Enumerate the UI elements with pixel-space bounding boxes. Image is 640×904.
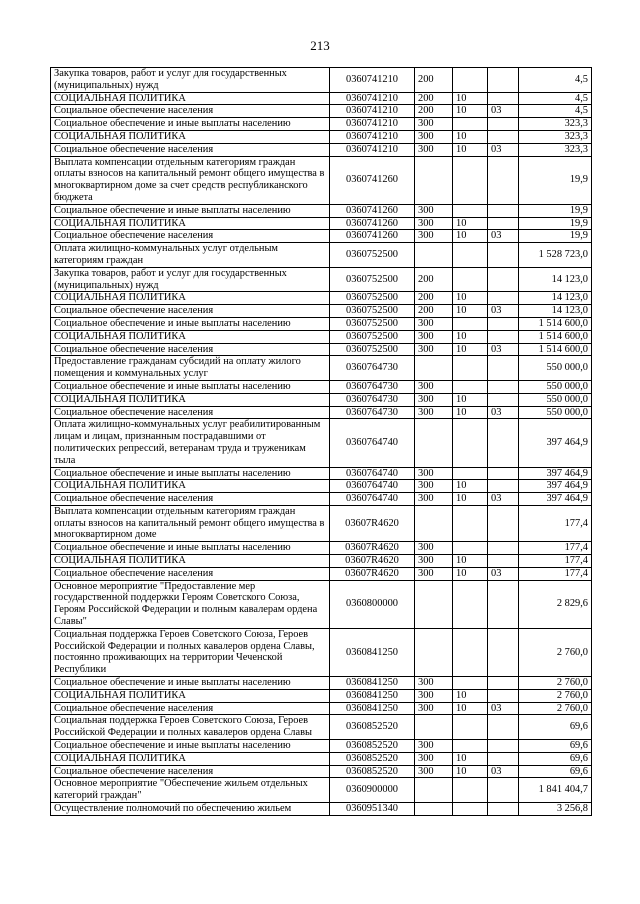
row-amount-cell: 550 000,0 bbox=[519, 406, 592, 419]
row-name-cell: СОЦИАЛЬНАЯ ПОЛИТИКА bbox=[51, 480, 330, 493]
row-subsection-cell bbox=[488, 130, 519, 143]
row-name-cell: Социальное обеспечение и иные выплаты населению bbox=[51, 677, 330, 690]
row-section-cell: 10 bbox=[453, 393, 488, 406]
row-name-cell: Социальное обеспечение населения bbox=[51, 143, 330, 156]
row-subsection-cell bbox=[488, 317, 519, 330]
row-name-cell: Социальное обеспечение населения bbox=[51, 702, 330, 715]
row-name-cell: Социальное обеспечение и иные выплаты населению bbox=[51, 204, 330, 217]
row-section-cell: 10 bbox=[453, 555, 488, 568]
row-amount-cell: 323,3 bbox=[519, 118, 592, 131]
row-code-cell: 0360764740 bbox=[330, 467, 415, 480]
row-name-cell: СОЦИАЛЬНАЯ ПОЛИТИКА bbox=[51, 752, 330, 765]
row-subsection-cell bbox=[488, 393, 519, 406]
table-row bbox=[51, 765, 592, 778]
table-row bbox=[51, 118, 592, 131]
row-expense-type-cell bbox=[415, 803, 453, 816]
row-expense-type-cell: 300 bbox=[415, 493, 453, 506]
row-expense-type-cell: 300 bbox=[415, 393, 453, 406]
row-code-cell: 0360900000 bbox=[330, 778, 415, 803]
budget-table bbox=[50, 67, 592, 816]
row-code-cell: 0360951340 bbox=[330, 803, 415, 816]
row-amount-cell: 397 464,9 bbox=[519, 480, 592, 493]
table-row bbox=[51, 493, 592, 506]
table-row bbox=[51, 105, 592, 118]
row-section-cell: 10 bbox=[453, 480, 488, 493]
row-subsection-cell: 03 bbox=[488, 305, 519, 318]
table-row bbox=[51, 419, 592, 467]
row-code-cell: 0360752500 bbox=[330, 330, 415, 343]
row-code-cell: 0360741210 bbox=[330, 143, 415, 156]
row-amount-cell: 14 123,0 bbox=[519, 292, 592, 305]
row-name-cell: Оплата жилищно-коммунальных услуг реабилитированным лицам и лицам, признанным пострадавшими от политических репрессий, ветеранам труда и труженикам тыла bbox=[51, 419, 330, 467]
row-expense-type-cell: 300 bbox=[415, 480, 453, 493]
row-expense-type-cell: 300 bbox=[415, 702, 453, 715]
row-subsection-cell bbox=[488, 555, 519, 568]
table-row bbox=[51, 217, 592, 230]
row-section-cell bbox=[453, 356, 488, 381]
row-amount-cell: 19,9 bbox=[519, 230, 592, 243]
row-subsection-cell bbox=[488, 356, 519, 381]
row-name-cell: Социальное обеспечение населения bbox=[51, 765, 330, 778]
row-name-cell: Закупка товаров, работ и услуг для государственных (муниципальных) нужд bbox=[51, 68, 330, 93]
row-expense-type-cell: 200 bbox=[415, 68, 453, 93]
row-expense-type-cell: 300 bbox=[415, 555, 453, 568]
row-amount-cell: 177,4 bbox=[519, 555, 592, 568]
row-code-cell: 0360800000 bbox=[330, 580, 415, 628]
table-row bbox=[51, 380, 592, 393]
row-subsection-cell bbox=[488, 580, 519, 628]
row-subsection-cell: 03 bbox=[488, 105, 519, 118]
row-section-cell bbox=[453, 778, 488, 803]
row-section-cell bbox=[453, 419, 488, 467]
row-code-cell: 0360841250 bbox=[330, 628, 415, 676]
row-section-cell bbox=[453, 803, 488, 816]
row-name-cell: Социальное обеспечение и иные выплаты населению bbox=[51, 740, 330, 753]
row-subsection-cell bbox=[488, 243, 519, 268]
row-amount-cell: 2 760,0 bbox=[519, 628, 592, 676]
row-expense-type-cell: 300 bbox=[415, 130, 453, 143]
row-expense-type-cell: 300 bbox=[415, 204, 453, 217]
row-code-cell: 0360852520 bbox=[330, 715, 415, 740]
row-code-cell: 0360741210 bbox=[330, 130, 415, 143]
row-amount-cell: 2 760,0 bbox=[519, 702, 592, 715]
row-subsection-cell: 03 bbox=[488, 493, 519, 506]
table-row bbox=[51, 542, 592, 555]
row-amount-cell: 1 528 723,0 bbox=[519, 243, 592, 268]
row-section-cell bbox=[453, 467, 488, 480]
row-amount-cell: 177,4 bbox=[519, 542, 592, 555]
row-name-cell: СОЦИАЛЬНАЯ ПОЛИТИКА bbox=[51, 330, 330, 343]
row-amount-cell: 69,6 bbox=[519, 740, 592, 753]
table-row bbox=[51, 204, 592, 217]
table-row bbox=[51, 702, 592, 715]
row-expense-type-cell: 200 bbox=[415, 305, 453, 318]
row-code-cell: 03607R4620 bbox=[330, 505, 415, 541]
table-row bbox=[51, 292, 592, 305]
row-amount-cell: 550 000,0 bbox=[519, 356, 592, 381]
row-section-cell: 10 bbox=[453, 143, 488, 156]
row-code-cell: 0360752500 bbox=[330, 305, 415, 318]
table-row bbox=[51, 778, 592, 803]
row-code-cell: 0360764730 bbox=[330, 393, 415, 406]
row-expense-type-cell bbox=[415, 156, 453, 204]
table-row bbox=[51, 243, 592, 268]
row-section-cell bbox=[453, 740, 488, 753]
row-subsection-cell bbox=[488, 204, 519, 217]
row-name-cell: Социальная поддержка Героев Советского Союза, Героев Российской Федерации и полных кавалеров ордена Славы bbox=[51, 715, 330, 740]
row-expense-type-cell: 300 bbox=[415, 317, 453, 330]
row-code-cell: 0360741210 bbox=[330, 92, 415, 105]
row-name-cell: Закупка товаров, работ и услуг для государственных (муниципальных) нужд bbox=[51, 267, 330, 292]
table-row bbox=[51, 330, 592, 343]
row-expense-type-cell: 300 bbox=[415, 143, 453, 156]
row-section-cell bbox=[453, 380, 488, 393]
row-section-cell: 10 bbox=[453, 130, 488, 143]
row-subsection-cell: 03 bbox=[488, 406, 519, 419]
row-amount-cell: 1 514 600,0 bbox=[519, 330, 592, 343]
row-amount-cell: 177,4 bbox=[519, 567, 592, 580]
table-row bbox=[51, 752, 592, 765]
row-subsection-cell bbox=[488, 292, 519, 305]
row-section-cell bbox=[453, 204, 488, 217]
row-name-cell: СОЦИАЛЬНАЯ ПОЛИТИКА bbox=[51, 555, 330, 568]
row-section-cell bbox=[453, 267, 488, 292]
row-subsection-cell bbox=[488, 752, 519, 765]
row-subsection-cell: 03 bbox=[488, 702, 519, 715]
row-section-cell bbox=[453, 505, 488, 541]
row-subsection-cell: 03 bbox=[488, 143, 519, 156]
row-subsection-cell bbox=[488, 118, 519, 131]
row-code-cell: 0360764740 bbox=[330, 419, 415, 467]
row-code-cell: 0360764730 bbox=[330, 406, 415, 419]
row-expense-type-cell bbox=[415, 715, 453, 740]
row-expense-type-cell: 300 bbox=[415, 380, 453, 393]
table-row bbox=[51, 628, 592, 676]
row-amount-cell: 1 514 600,0 bbox=[519, 317, 592, 330]
row-expense-type-cell: 300 bbox=[415, 752, 453, 765]
row-section-cell: 10 bbox=[453, 752, 488, 765]
row-amount-cell: 323,3 bbox=[519, 130, 592, 143]
row-section-cell bbox=[453, 580, 488, 628]
row-subsection-cell bbox=[488, 267, 519, 292]
row-code-cell: 0360841250 bbox=[330, 702, 415, 715]
row-code-cell: 0360752500 bbox=[330, 292, 415, 305]
row-expense-type-cell bbox=[415, 505, 453, 541]
row-subsection-cell bbox=[488, 330, 519, 343]
row-code-cell: 0360852520 bbox=[330, 752, 415, 765]
table-row bbox=[51, 230, 592, 243]
table-row bbox=[51, 393, 592, 406]
row-expense-type-cell bbox=[415, 628, 453, 676]
row-subsection-cell bbox=[488, 68, 519, 93]
row-subsection-cell: 03 bbox=[488, 765, 519, 778]
row-name-cell: Социальное обеспечение и иные выплаты населению bbox=[51, 467, 330, 480]
row-name-cell: СОЦИАЛЬНАЯ ПОЛИТИКА bbox=[51, 92, 330, 105]
row-subsection-cell bbox=[488, 715, 519, 740]
row-code-cell: 0360764740 bbox=[330, 493, 415, 506]
row-section-cell bbox=[453, 628, 488, 676]
row-expense-type-cell: 300 bbox=[415, 677, 453, 690]
row-subsection-cell bbox=[488, 628, 519, 676]
row-code-cell: 0360852520 bbox=[330, 765, 415, 778]
table-row bbox=[51, 343, 592, 356]
table-row bbox=[51, 356, 592, 381]
row-expense-type-cell bbox=[415, 580, 453, 628]
row-amount-cell: 69,6 bbox=[519, 715, 592, 740]
row-code-cell: 0360841250 bbox=[330, 677, 415, 690]
row-name-cell: Основное мероприятие "Обеспечение жильем отдельных категорий граждан" bbox=[51, 778, 330, 803]
row-code-cell: 0360752500 bbox=[330, 243, 415, 268]
row-amount-cell: 323,3 bbox=[519, 143, 592, 156]
row-section-cell bbox=[453, 542, 488, 555]
row-subsection-cell bbox=[488, 740, 519, 753]
row-section-cell: 10 bbox=[453, 92, 488, 105]
row-expense-type-cell: 300 bbox=[415, 467, 453, 480]
row-expense-type-cell: 300 bbox=[415, 567, 453, 580]
row-section-cell: 10 bbox=[453, 105, 488, 118]
row-code-cell: 0360852520 bbox=[330, 740, 415, 753]
row-amount-cell: 2 760,0 bbox=[519, 677, 592, 690]
table-row bbox=[51, 92, 592, 105]
row-expense-type-cell: 300 bbox=[415, 118, 453, 131]
row-code-cell: 0360741210 bbox=[330, 118, 415, 131]
row-name-cell: Осуществление полномочий по обеспечению жильем bbox=[51, 803, 330, 816]
row-section-cell: 10 bbox=[453, 305, 488, 318]
row-amount-cell: 550 000,0 bbox=[519, 393, 592, 406]
table-row bbox=[51, 406, 592, 419]
table-row bbox=[51, 267, 592, 292]
row-expense-type-cell: 300 bbox=[415, 406, 453, 419]
row-code-cell: 0360752500 bbox=[330, 343, 415, 356]
row-code-cell: 0360741210 bbox=[330, 68, 415, 93]
row-expense-type-cell: 300 bbox=[415, 217, 453, 230]
row-amount-cell: 1 841 404,7 bbox=[519, 778, 592, 803]
row-code-cell: 0360752500 bbox=[330, 317, 415, 330]
row-amount-cell: 4,5 bbox=[519, 68, 592, 93]
row-amount-cell: 14 123,0 bbox=[519, 267, 592, 292]
row-expense-type-cell: 300 bbox=[415, 330, 453, 343]
table-row bbox=[51, 677, 592, 690]
row-code-cell: 0360764730 bbox=[330, 356, 415, 381]
row-code-cell: 0360741260 bbox=[330, 230, 415, 243]
row-amount-cell: 19,9 bbox=[519, 156, 592, 204]
row-code-cell: 0360764730 bbox=[330, 380, 415, 393]
row-expense-type-cell: 200 bbox=[415, 292, 453, 305]
row-name-cell: Предоставление гражданам субсидий на оплату жилого помещения и коммунальных услуг bbox=[51, 356, 330, 381]
row-name-cell: СОЦИАЛЬНАЯ ПОЛИТИКА bbox=[51, 130, 330, 143]
row-code-cell: 0360741210 bbox=[330, 105, 415, 118]
table-row bbox=[51, 715, 592, 740]
row-expense-type-cell: 300 bbox=[415, 343, 453, 356]
row-subsection-cell bbox=[488, 419, 519, 467]
table-row bbox=[51, 505, 592, 541]
table-row bbox=[51, 480, 592, 493]
row-subsection-cell bbox=[488, 380, 519, 393]
row-expense-type-cell bbox=[415, 419, 453, 467]
row-amount-cell: 19,9 bbox=[519, 204, 592, 217]
row-expense-type-cell: 300 bbox=[415, 230, 453, 243]
row-section-cell: 10 bbox=[453, 702, 488, 715]
row-section-cell: 10 bbox=[453, 493, 488, 506]
row-subsection-cell: 03 bbox=[488, 343, 519, 356]
row-code-cell: 0360741260 bbox=[330, 217, 415, 230]
row-section-cell: 10 bbox=[453, 217, 488, 230]
row-subsection-cell bbox=[488, 778, 519, 803]
row-amount-cell: 4,5 bbox=[519, 105, 592, 118]
row-amount-cell: 2 829,6 bbox=[519, 580, 592, 628]
row-expense-type-cell: 300 bbox=[415, 689, 453, 702]
row-section-cell bbox=[453, 243, 488, 268]
row-code-cell: 03607R4620 bbox=[330, 555, 415, 568]
row-amount-cell: 3 256,8 bbox=[519, 803, 592, 816]
table-row bbox=[51, 305, 592, 318]
row-code-cell: 03607R4620 bbox=[330, 567, 415, 580]
row-section-cell bbox=[453, 677, 488, 690]
row-section-cell bbox=[453, 156, 488, 204]
row-subsection-cell: 03 bbox=[488, 230, 519, 243]
row-code-cell: 0360841250 bbox=[330, 689, 415, 702]
row-name-cell: Социальное обеспечение населения bbox=[51, 105, 330, 118]
table-row bbox=[51, 803, 592, 816]
row-name-cell: СОЦИАЛЬНАЯ ПОЛИТИКА bbox=[51, 217, 330, 230]
row-name-cell: Социальное обеспечение населения bbox=[51, 567, 330, 580]
row-expense-type-cell: 300 bbox=[415, 542, 453, 555]
row-name-cell: Социальная поддержка Героев Советского Союза, Героев Российской Федерации и полных кавалеров ордена Славы, постоянно проживающих на территории Чеченской Республики bbox=[51, 628, 330, 676]
table-row bbox=[51, 567, 592, 580]
row-name-cell: Социальное обеспечение населения bbox=[51, 230, 330, 243]
row-code-cell: 03607R4620 bbox=[330, 542, 415, 555]
row-name-cell: Социальное обеспечение населения bbox=[51, 406, 330, 419]
row-section-cell: 10 bbox=[453, 567, 488, 580]
row-subsection-cell bbox=[488, 92, 519, 105]
row-code-cell: 0360741260 bbox=[330, 156, 415, 204]
row-section-cell: 10 bbox=[453, 765, 488, 778]
table-row bbox=[51, 580, 592, 628]
row-subsection-cell bbox=[488, 156, 519, 204]
row-subsection-cell bbox=[488, 542, 519, 555]
row-name-cell: Социальное обеспечение и иные выплаты населению bbox=[51, 380, 330, 393]
table-row bbox=[51, 130, 592, 143]
row-amount-cell: 177,4 bbox=[519, 505, 592, 541]
row-amount-cell: 69,6 bbox=[519, 765, 592, 778]
row-name-cell: Социальное обеспечение населения bbox=[51, 493, 330, 506]
table-row bbox=[51, 467, 592, 480]
row-expense-type-cell bbox=[415, 356, 453, 381]
table-row bbox=[51, 143, 592, 156]
row-name-cell: Основное мероприятие "Предоставление мер государственной поддержки Героям Советского Союза, Героям Российской Федерации и полным кавалерам ордена Славы" bbox=[51, 580, 330, 628]
row-section-cell: 10 bbox=[453, 406, 488, 419]
row-name-cell: СОЦИАЛЬНАЯ ПОЛИТИКА bbox=[51, 689, 330, 702]
row-subsection-cell bbox=[488, 217, 519, 230]
row-amount-cell: 19,9 bbox=[519, 217, 592, 230]
row-code-cell: 0360741260 bbox=[330, 204, 415, 217]
page-number: 213 bbox=[310, 38, 330, 53]
row-section-cell: 10 bbox=[453, 292, 488, 305]
row-subsection-cell bbox=[488, 803, 519, 816]
row-name-cell: Социальное обеспечение и иные выплаты населению bbox=[51, 317, 330, 330]
row-amount-cell: 14 123,0 bbox=[519, 305, 592, 318]
row-expense-type-cell bbox=[415, 243, 453, 268]
row-name-cell: Социальное обеспечение и иные выплаты населению bbox=[51, 118, 330, 131]
row-amount-cell: 397 464,9 bbox=[519, 493, 592, 506]
table-row bbox=[51, 317, 592, 330]
budget-table-body bbox=[51, 68, 592, 816]
row-section-cell bbox=[453, 715, 488, 740]
row-name-cell: СОЦИАЛЬНАЯ ПОЛИТИКА bbox=[51, 292, 330, 305]
row-expense-type-cell: 300 bbox=[415, 740, 453, 753]
row-name-cell: Выплата компенсации отдельным категориям граждан оплаты взносов на капитальный ремонт общего имущества в многоквартирном доме за счет средств республиканского бюджета bbox=[51, 156, 330, 204]
row-name-cell: Социальное обеспечение и иные выплаты населению bbox=[51, 542, 330, 555]
row-code-cell: 0360764740 bbox=[330, 480, 415, 493]
row-section-cell: 10 bbox=[453, 330, 488, 343]
row-subsection-cell bbox=[488, 505, 519, 541]
row-amount-cell: 1 514 600,0 bbox=[519, 343, 592, 356]
row-amount-cell: 550 000,0 bbox=[519, 380, 592, 393]
row-amount-cell: 397 464,9 bbox=[519, 419, 592, 467]
row-subsection-cell: 03 bbox=[488, 567, 519, 580]
row-section-cell: 10 bbox=[453, 343, 488, 356]
row-name-cell: СОЦИАЛЬНАЯ ПОЛИТИКА bbox=[51, 393, 330, 406]
row-name-cell: Выплата компенсации отдельным категориям граждан оплаты взносов на капитальный ремонт общего имущества в многоквартирном доме bbox=[51, 505, 330, 541]
row-section-cell bbox=[453, 317, 488, 330]
row-amount-cell: 2 760,0 bbox=[519, 689, 592, 702]
table-row bbox=[51, 555, 592, 568]
row-subsection-cell bbox=[488, 467, 519, 480]
row-code-cell: 0360752500 bbox=[330, 267, 415, 292]
row-name-cell: Социальное обеспечение населения bbox=[51, 343, 330, 356]
row-name-cell: Социальное обеспечение населения bbox=[51, 305, 330, 318]
table-row bbox=[51, 740, 592, 753]
row-amount-cell: 397 464,9 bbox=[519, 467, 592, 480]
row-section-cell bbox=[453, 68, 488, 93]
row-expense-type-cell: 200 bbox=[415, 267, 453, 292]
row-section-cell: 10 bbox=[453, 689, 488, 702]
row-section-cell bbox=[453, 118, 488, 131]
row-subsection-cell bbox=[488, 689, 519, 702]
row-expense-type-cell: 200 bbox=[415, 105, 453, 118]
row-expense-type-cell: 300 bbox=[415, 765, 453, 778]
row-amount-cell: 4,5 bbox=[519, 92, 592, 105]
table-row bbox=[51, 689, 592, 702]
table-row bbox=[51, 156, 592, 204]
row-expense-type-cell bbox=[415, 778, 453, 803]
row-name-cell: Оплата жилищно-коммунальных услуг отдельным категориям граждан bbox=[51, 243, 330, 268]
row-subsection-cell bbox=[488, 677, 519, 690]
row-expense-type-cell: 200 bbox=[415, 92, 453, 105]
row-amount-cell: 69,6 bbox=[519, 752, 592, 765]
row-section-cell: 10 bbox=[453, 230, 488, 243]
table-row bbox=[51, 68, 592, 93]
row-subsection-cell bbox=[488, 480, 519, 493]
